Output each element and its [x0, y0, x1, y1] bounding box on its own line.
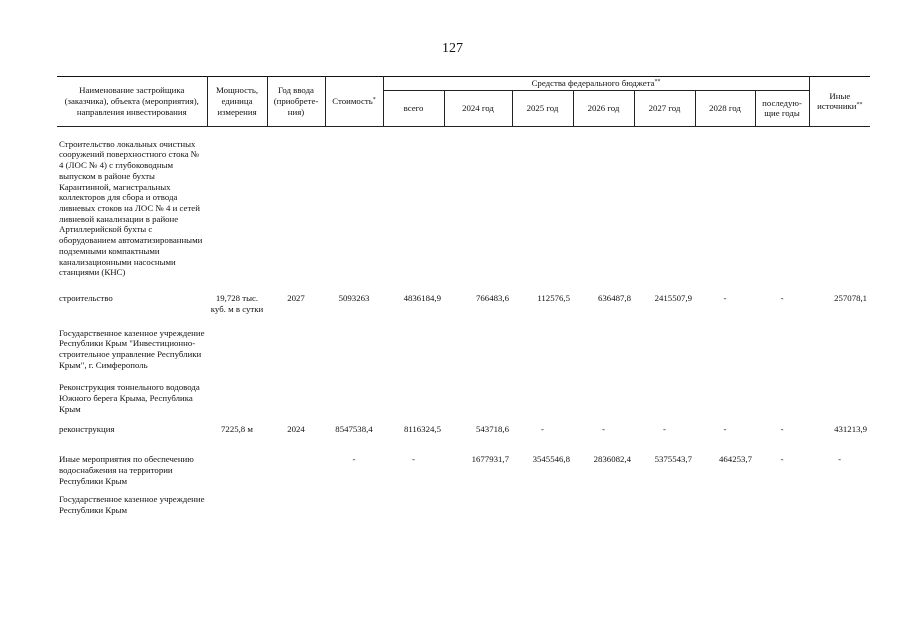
- later-years-cell: -: [780, 423, 784, 434]
- y2025-cell: -: [541, 423, 544, 434]
- y2028-cell: 464253,7: [719, 454, 752, 465]
- table-row: [57, 415, 870, 435]
- investment-direction: реконструкция: [59, 423, 115, 434]
- developer-name: Государственное казенное учреждение Республики Крым "Инвестиционно-строительное управление Республики Крым", г. Симферополь: [59, 327, 205, 370]
- header-name: Наименование застройщика (заказчика), объекта (мероприятия), направления инвестирования: [57, 77, 207, 127]
- total-cell: 8116324,5: [403, 423, 441, 434]
- y2027-cell: 2415507,9: [654, 293, 692, 304]
- later-years-cell: -: [780, 454, 784, 465]
- header-2027: 2027 год: [634, 90, 695, 126]
- cost-cell: 5093263: [338, 293, 370, 304]
- y2025-cell: 3545546,8: [532, 454, 570, 465]
- table-row: [57, 315, 870, 371]
- capacity-cell: [207, 434, 267, 486]
- other-sources-cell: -: [838, 454, 842, 465]
- developer-name: Государственное казенное учреждение Республики Крым: [59, 494, 205, 516]
- y2026-cell: 636487,8: [598, 293, 631, 304]
- investment-table: [57, 76, 870, 516]
- header-2024: 2024 год: [444, 90, 512, 126]
- object-name: Иные мероприятия по обеспечению водоснабжения на территории Республики Крым: [59, 454, 194, 486]
- year-cell: [267, 434, 325, 486]
- y2024-cell: 766483,6: [476, 293, 509, 304]
- other-sources-cell: 257078,1: [834, 293, 868, 304]
- y2027-cell: 5375543,7: [654, 454, 692, 465]
- header-total: всего: [383, 90, 444, 126]
- header-2025: 2025 год: [512, 90, 573, 126]
- investment-direction: строительство: [59, 293, 113, 304]
- capacity-cell: 19,728 тыс. куб. м в сутки: [210, 293, 264, 314]
- header-year: Год ввода (приобрете-ния): [267, 77, 325, 127]
- table-row: [57, 126, 870, 278]
- y2028-cell: -: [723, 423, 727, 434]
- table-header: [57, 77, 870, 127]
- header-other-sources: Иные источники**: [809, 77, 870, 127]
- later-years-cell: -: [780, 293, 784, 304]
- y2028-cell: -: [723, 293, 727, 304]
- y2024-cell: 1677931,7: [471, 454, 509, 465]
- header-capacity: Мощность, единица измерения: [207, 77, 267, 127]
- y2025-cell: 112576,5: [537, 293, 570, 304]
- header-2028: 2028 год: [695, 90, 755, 126]
- header-later-years: последую-щие годы: [755, 90, 809, 126]
- total-cell: 4836184,9: [403, 293, 441, 304]
- cost-cell: 8547538,4: [335, 423, 373, 434]
- object-name: Строительство локальных очистных сооружений поверхностного стока № 4 (ЛОС № 4) с глубоководным выпуском в районе бухты Карантинной, магистральных коллекторов для сбора и отвода ливневых стоков на ЛОС № 4 и сетей ливневой канализации в районе Артиллерийской бухты с оборудованием автоматизированными подземными компактными канализационными насосными станциями (КНС): [59, 138, 203, 278]
- header-2026: 2026 год: [573, 90, 634, 126]
- total-cell: -: [412, 454, 415, 465]
- table-row: [57, 278, 870, 314]
- y2026-cell: 2836082,4: [593, 454, 631, 465]
- table-row: [57, 486, 870, 515]
- y2027-cell: -: [663, 423, 666, 434]
- other-sources-cell: 431213,9: [834, 423, 868, 434]
- object-name: Реконструкция тоннельного водовода Южного берега Крыма, Республика Крым: [59, 382, 200, 414]
- y2026-cell: -: [602, 423, 605, 434]
- header-cost: Стоимость*: [325, 77, 383, 127]
- page-number: 127: [442, 41, 463, 56]
- cost-cell: -: [352, 454, 356, 465]
- year-cell: 2027: [287, 293, 305, 304]
- header-federal-budget: Средства федерального бюджета**: [383, 77, 809, 91]
- y2024-cell: 543718,6: [476, 423, 509, 434]
- table-row: [57, 434, 870, 486]
- table-row: [57, 370, 870, 414]
- year-cell: 2024: [287, 423, 305, 434]
- capacity-cell: 7225,8 м: [221, 423, 253, 434]
